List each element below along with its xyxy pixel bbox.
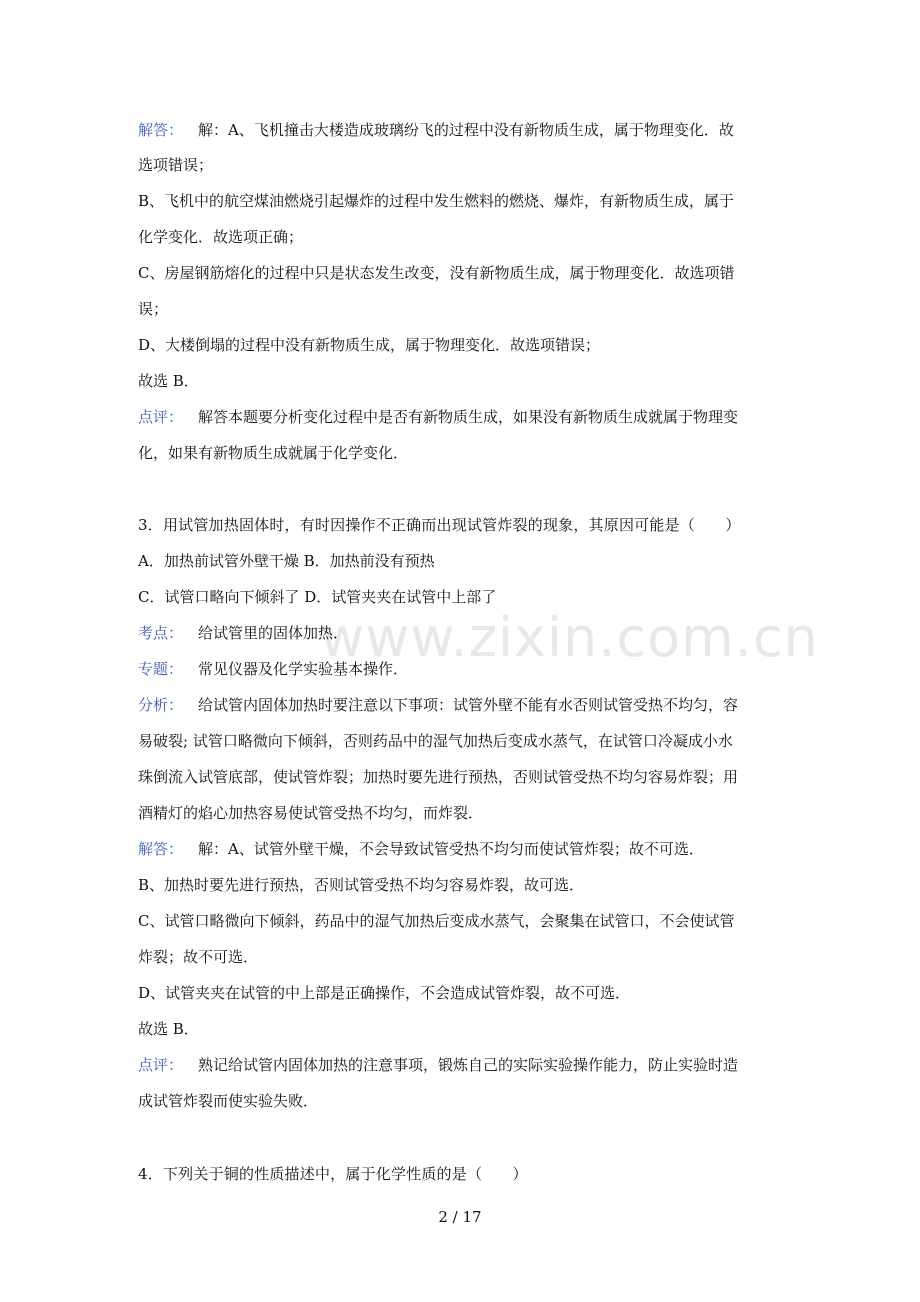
q3-zhuanti: 专题： 常见仪器及化学实验基本操作． (138, 660, 409, 678)
q2-answer-line-8: 故选 B． (138, 372, 199, 390)
q3-comment-line-1: 点评： 熟记给试管内固体加热的注意事项，锻炼自己的实际实验操作能力，防止实验时造 (138, 1056, 739, 1074)
q2-answer-line-7: D、大楼倒塌的过程中没有新物质生成，属于物理变化．故选项错误； (138, 336, 601, 354)
q2-comment-line-1: 点评： 解答本题要分析变化过程中是否有新物质生成，如果没有新物质生成就属于物理变 (138, 408, 739, 426)
answer-tag: 解答： (138, 840, 184, 858)
q3-answer-line-4: 炸裂；故不可选． (138, 948, 259, 966)
q3-fenxi-line-3: 珠倒流入试管底部，使试管炸裂；加热时要先进行预热，否则试管受热不均匀容易炸裂；用 (138, 768, 739, 786)
q2-answer-line-3: B、飞机中的航空煤油燃烧引起爆炸的过程中发生燃料的燃烧、爆炸，有新物质生成，属于 (138, 192, 735, 210)
comment-tag: 点评： (138, 1056, 184, 1074)
q3-answer-line-1: 解答： 解：A、试管外壁干燥，不会导致试管受热不均匀而使试管炸裂；故不可选． (138, 840, 704, 858)
q3-options-cd: C．试管口略向下倾斜了 D．试管夹夹在试管中上部了 (138, 588, 497, 606)
q3-kaodian: 考点： 给试管里的固体加热． (138, 624, 349, 642)
q2-answer-line-6: 误； (138, 300, 169, 318)
q4-question: 4．下列关于铜的性质描述中，属于化学性质的是（ ） (138, 1165, 528, 1183)
q3-comment-line-2: 成试管炸裂而使实验失败． (138, 1092, 319, 1110)
page-number: 2 / 17 (438, 1208, 482, 1226)
q2-answer-line-5: C、房屋钢筋熔化的过程中只是状态发生改变，没有新物质生成，属于物理变化．故选项错 (138, 264, 735, 282)
watermark: www.zixin.com.cn (320, 606, 819, 669)
q2-answer-line-4: 化学变化．故选项正确； (138, 228, 304, 246)
q3-options-ab: A．加热前试管外壁干燥 B．加热前没有预热 (138, 552, 435, 570)
q3-fenxi-line-1: 分析： 给试管内固体加热时要注意以下事项：试管外壁不能有水否则试管受热不均匀，容 (138, 696, 739, 714)
q2-comment-line-2: 化，如果有新物质生成就属于化学变化． (138, 444, 409, 462)
q2-answer-line-1: 解答： 解：A、飞机撞击大楼造成玻璃纷飞的过程中没有新物质生成，属于物理变化．故 (138, 121, 734, 139)
q3-question: 3．用试管加热固体时，有时因操作不正确而出现试管炸裂的现象，其原因可能是（ ） (138, 516, 741, 534)
q3-answer-line-6: 故选 B． (138, 1020, 199, 1038)
zhuanti-tag: 专题： (138, 660, 184, 678)
kaodian-tag: 考点： (138, 624, 184, 642)
answer-tag: 解答： (138, 121, 184, 139)
q2-answer-line-2: 选项错误； (138, 156, 214, 174)
q3-answer-line-2: B、加热时要先进行预热，否则试管受热不均匀容易炸裂，故可选． (138, 876, 585, 894)
fenxi-tag: 分析： (138, 696, 184, 714)
q3-fenxi-line-4: 酒精灯的焰心加热容易使试管受热不均匀，而炸裂． (138, 804, 484, 822)
q3-answer-line-5: D、试管夹夹在试管的中上部是正确操作，不会造成试管炸裂，故不可选． (138, 984, 631, 1002)
q3-fenxi-line-2: 易破裂; 试管口略微向下倾斜，否则药品中的湿气加热后变成水蒸气，在试管口冷凝成小水 (138, 732, 733, 750)
q3-answer-line-3: C、试管口略微向下倾斜，药品中的湿气加热后变成水蒸气，会聚集在试管口，不会使试管 (138, 912, 735, 930)
comment-tag: 点评： (138, 408, 184, 426)
